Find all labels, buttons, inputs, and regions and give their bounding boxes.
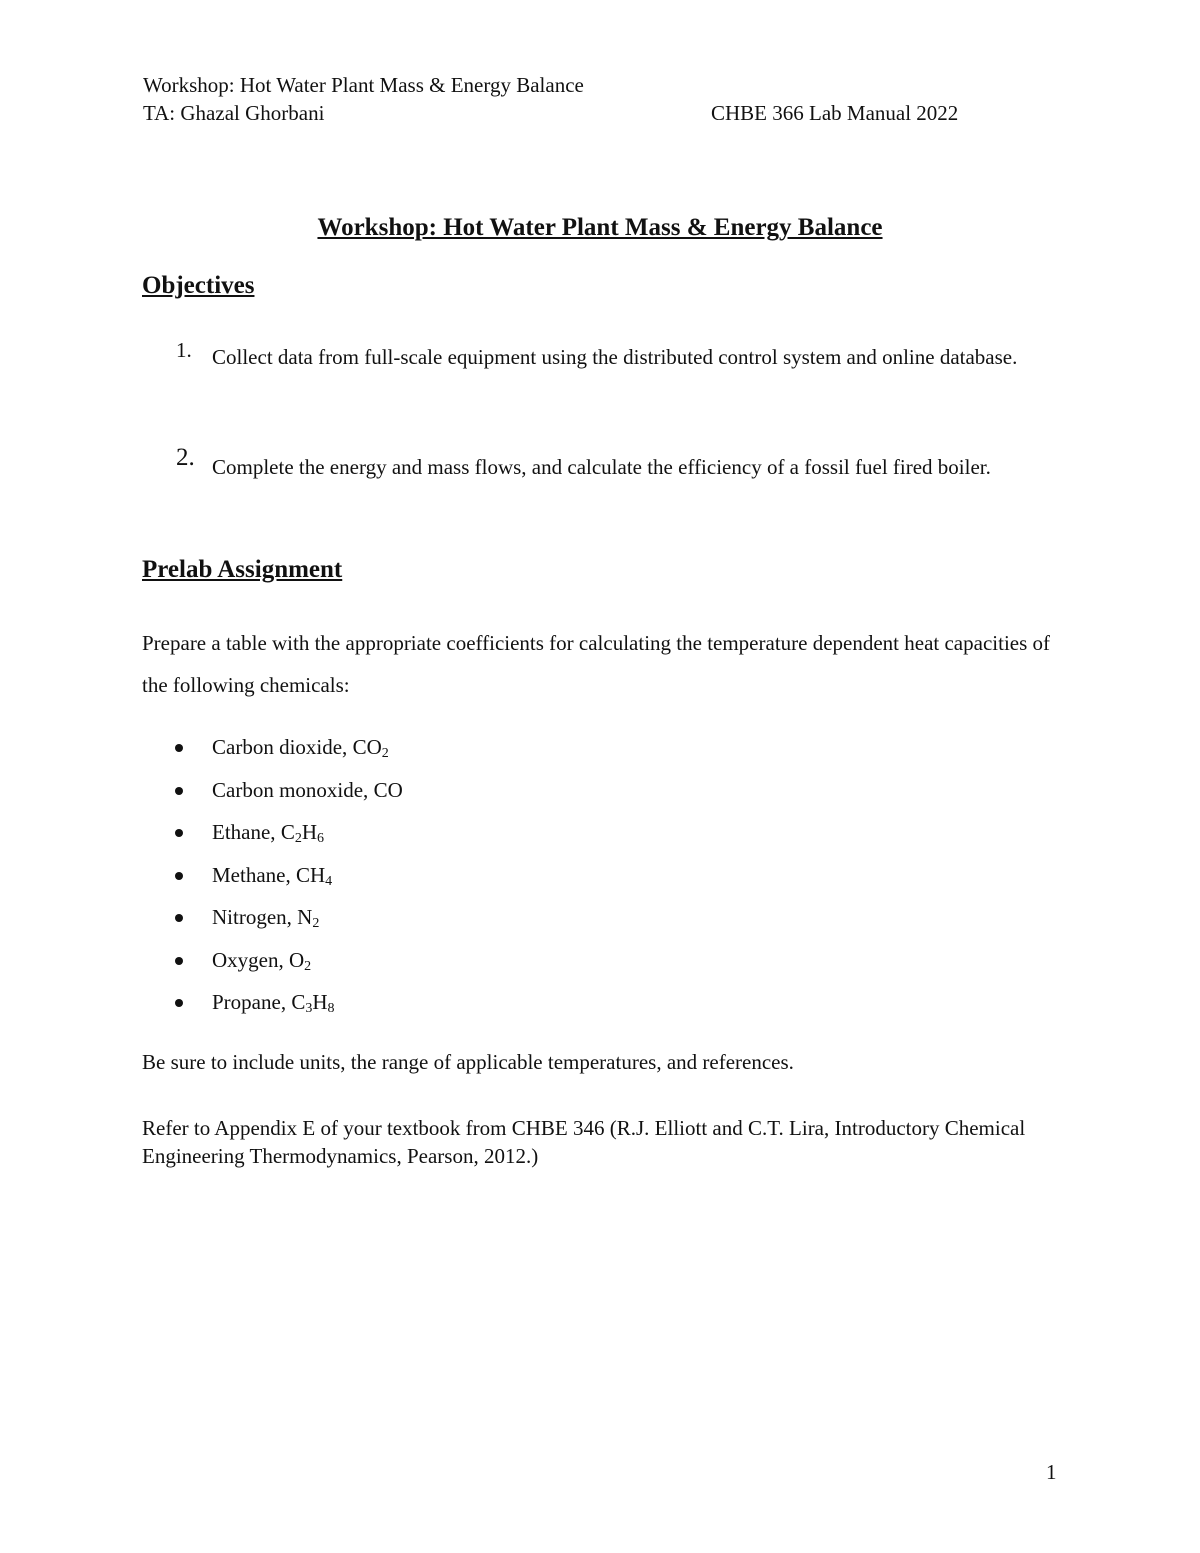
objective-text: Complete the energy and mass flows, and calculate the efficiency of a fossil fuel fired boiler.	[212, 455, 991, 479]
chemical-name	[212, 731, 389, 763]
chemical-label: Carbon monoxide,	[212, 777, 374, 802]
bullet-icon	[175, 787, 183, 795]
formula-subscript: 4	[325, 873, 333, 889]
formula-subscript: 2	[304, 958, 312, 974]
reference-note: Refer to Appendix E of your textbook from CHBE 346 (R.J. Elliott and C.T. Lira, Introductory Chemical Engineering Thermodynamics, Pearson, 2012.)	[142, 1116, 1026, 1168]
objective-number: 2.	[176, 444, 195, 471]
chemical-label: Methane,	[212, 862, 296, 887]
formula-subscript: 8	[327, 1001, 335, 1016]
chemical-name	[212, 816, 324, 848]
chemical-name	[212, 859, 332, 891]
chemical-name	[212, 901, 319, 933]
running-header-course: CHBE 366 Lab Manual 2022	[711, 101, 959, 125]
running-header-title: Workshop: Hot Water Plant Mass & Energy Balance	[143, 73, 584, 97]
chemical-label: Oxygen,	[212, 947, 289, 972]
bullet-icon	[175, 999, 183, 1007]
prelab-intro: Prepare a table with the appropriate coefficients for calculating the temperature dependent heat capacities of the following chemicals:	[142, 631, 1051, 697]
formula-subscript: 3	[305, 1001, 313, 1016]
formula-element: H	[301, 820, 317, 844]
bullet-icon	[175, 829, 183, 837]
formula-element: C	[291, 990, 306, 1014]
running-header-ta: TA: Ghazal Ghorbani	[143, 101, 325, 125]
bullet-icon	[175, 872, 183, 880]
formula-subscript: 2	[294, 831, 302, 846]
page-number: 1	[1046, 1460, 1057, 1484]
chemical-label: Propane,	[212, 990, 292, 1014]
units-note: Be sure to include units, the range of applicable temperatures, and references.	[142, 1050, 794, 1074]
formula-element: N	[297, 905, 313, 929]
formula-element: O	[289, 947, 305, 972]
chemical-name	[212, 774, 403, 806]
chemical-label: Carbon dioxide,	[212, 735, 353, 759]
formula-subscript: 6	[317, 831, 324, 846]
objective-number: 1.	[176, 338, 192, 362]
objective-text: Collect data from full-scale equipment using the distributed control system and online database.	[212, 345, 1018, 369]
formula-element: C	[280, 820, 295, 844]
bullet-icon	[175, 914, 183, 922]
formula-element: H	[312, 990, 328, 1014]
formula-element: CO	[373, 777, 403, 802]
chemical-name	[212, 944, 311, 976]
bullet-icon	[175, 957, 183, 965]
chemical-label: Nitrogen,	[212, 905, 298, 929]
formula-element: CH	[295, 862, 326, 887]
chemical-label: Ethane,	[212, 820, 281, 844]
objectives-heading: Objectives	[142, 272, 255, 299]
bullet-icon	[175, 744, 183, 752]
formula-element: CO	[352, 735, 382, 759]
formula-subscript: 2	[381, 746, 389, 761]
formula-subscript: 2	[312, 916, 320, 931]
chemical-name	[212, 986, 335, 1018]
document-title: Workshop: Hot Water Plant Mass & Energy Balance	[317, 214, 883, 241]
prelab-heading: Prelab Assignment	[142, 556, 343, 583]
